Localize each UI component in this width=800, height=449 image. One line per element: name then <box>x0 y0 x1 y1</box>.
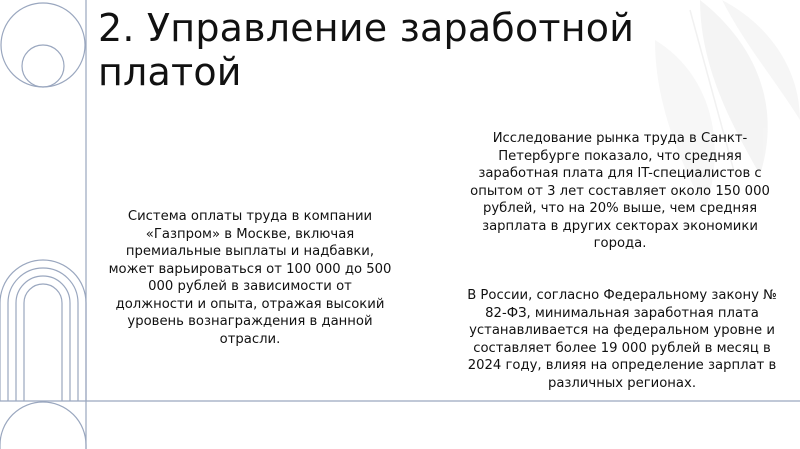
minimum-wage-paragraph: В России, согласно Федеральному закону № 82-ФЗ, минимальная заработная плата устанавливается на федеральном уровне и составляет более 19 000 рублей в месяц в 2024 году, влияя на определение зарплат в различных регионах. <box>467 288 777 391</box>
spb-it-salary-paragraph: Исследование рынка труда в Санкт- Петербурге показало, что средняя заработная плата для IT-специалистов с опытом от 3 лет составляет около 150 000 рублей, что на 20% выше, чем средняя зарплата в других секторах экономики города. <box>470 131 770 251</box>
gazprom-salary-paragraph: Система оплаты труда в компании «Газпром» в Москве, включая премиальные выплаты и надбавки, может варьироваться от 100 000 до 500 000 рублей в зависимости от должности и опыта, отражая высокий уровень вознаграждения в данной отрасли. <box>108 209 392 347</box>
arch-decoration <box>0 260 86 401</box>
half-circle-decoration <box>0 402 86 449</box>
slide-title: 2. Управление заработной платой <box>98 6 635 94</box>
circle-decoration-inner <box>22 45 64 87</box>
